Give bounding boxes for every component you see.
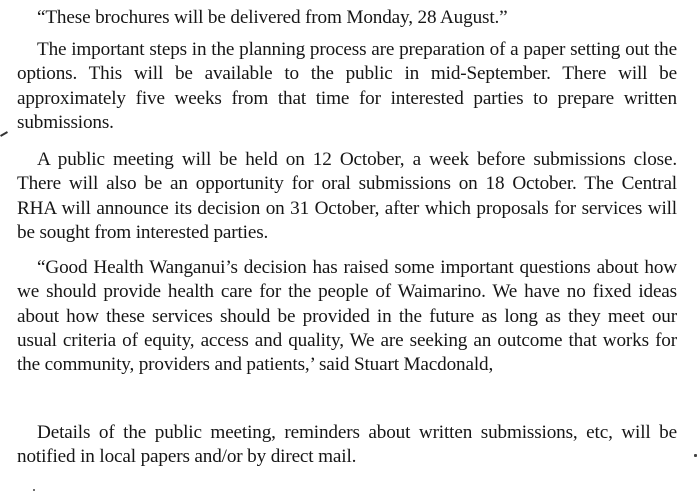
paragraph-planning-steps: The important steps in the planning process are preparation of a paper setting out the options. This will be available to the public in mid-September. There will be approximately five weeks from that time for interested parties to prepare written submissions. (17, 39, 677, 133)
paragraph-public-meeting: A public meeting will be held on 12 October, a week before submissions close. There will also be an opportunity for oral submissions on 18 October. The Central RHA will announce its decision on 31 October, after which proposals for services will be sought from interested parties. (17, 149, 677, 243)
paragraph-notification-details: Details of the public meeting, reminders about written submissions, etc, will be notified in local papers and/or by direct mail. (17, 422, 677, 468)
scan-speck (694, 454, 697, 457)
scan-speck (33, 489, 35, 491)
margin-mark (0, 131, 8, 137)
paragraph-brochure-delivery: “These brochures will be delivered from Monday, 28 August.” (37, 7, 508, 28)
paragraph-quote-stuart-macdonald: “Good Health Wanganui’s decision has raised some important questions about how we should provide health care for the people of Waimarino. We have no fixed ideas about how these services should be provided in the future as long as they meet our usual criteria of equity, access and quality, We are seeking an outcome that works for the community, providers and patients,’ said Stuart Macdonald, (17, 257, 677, 376)
